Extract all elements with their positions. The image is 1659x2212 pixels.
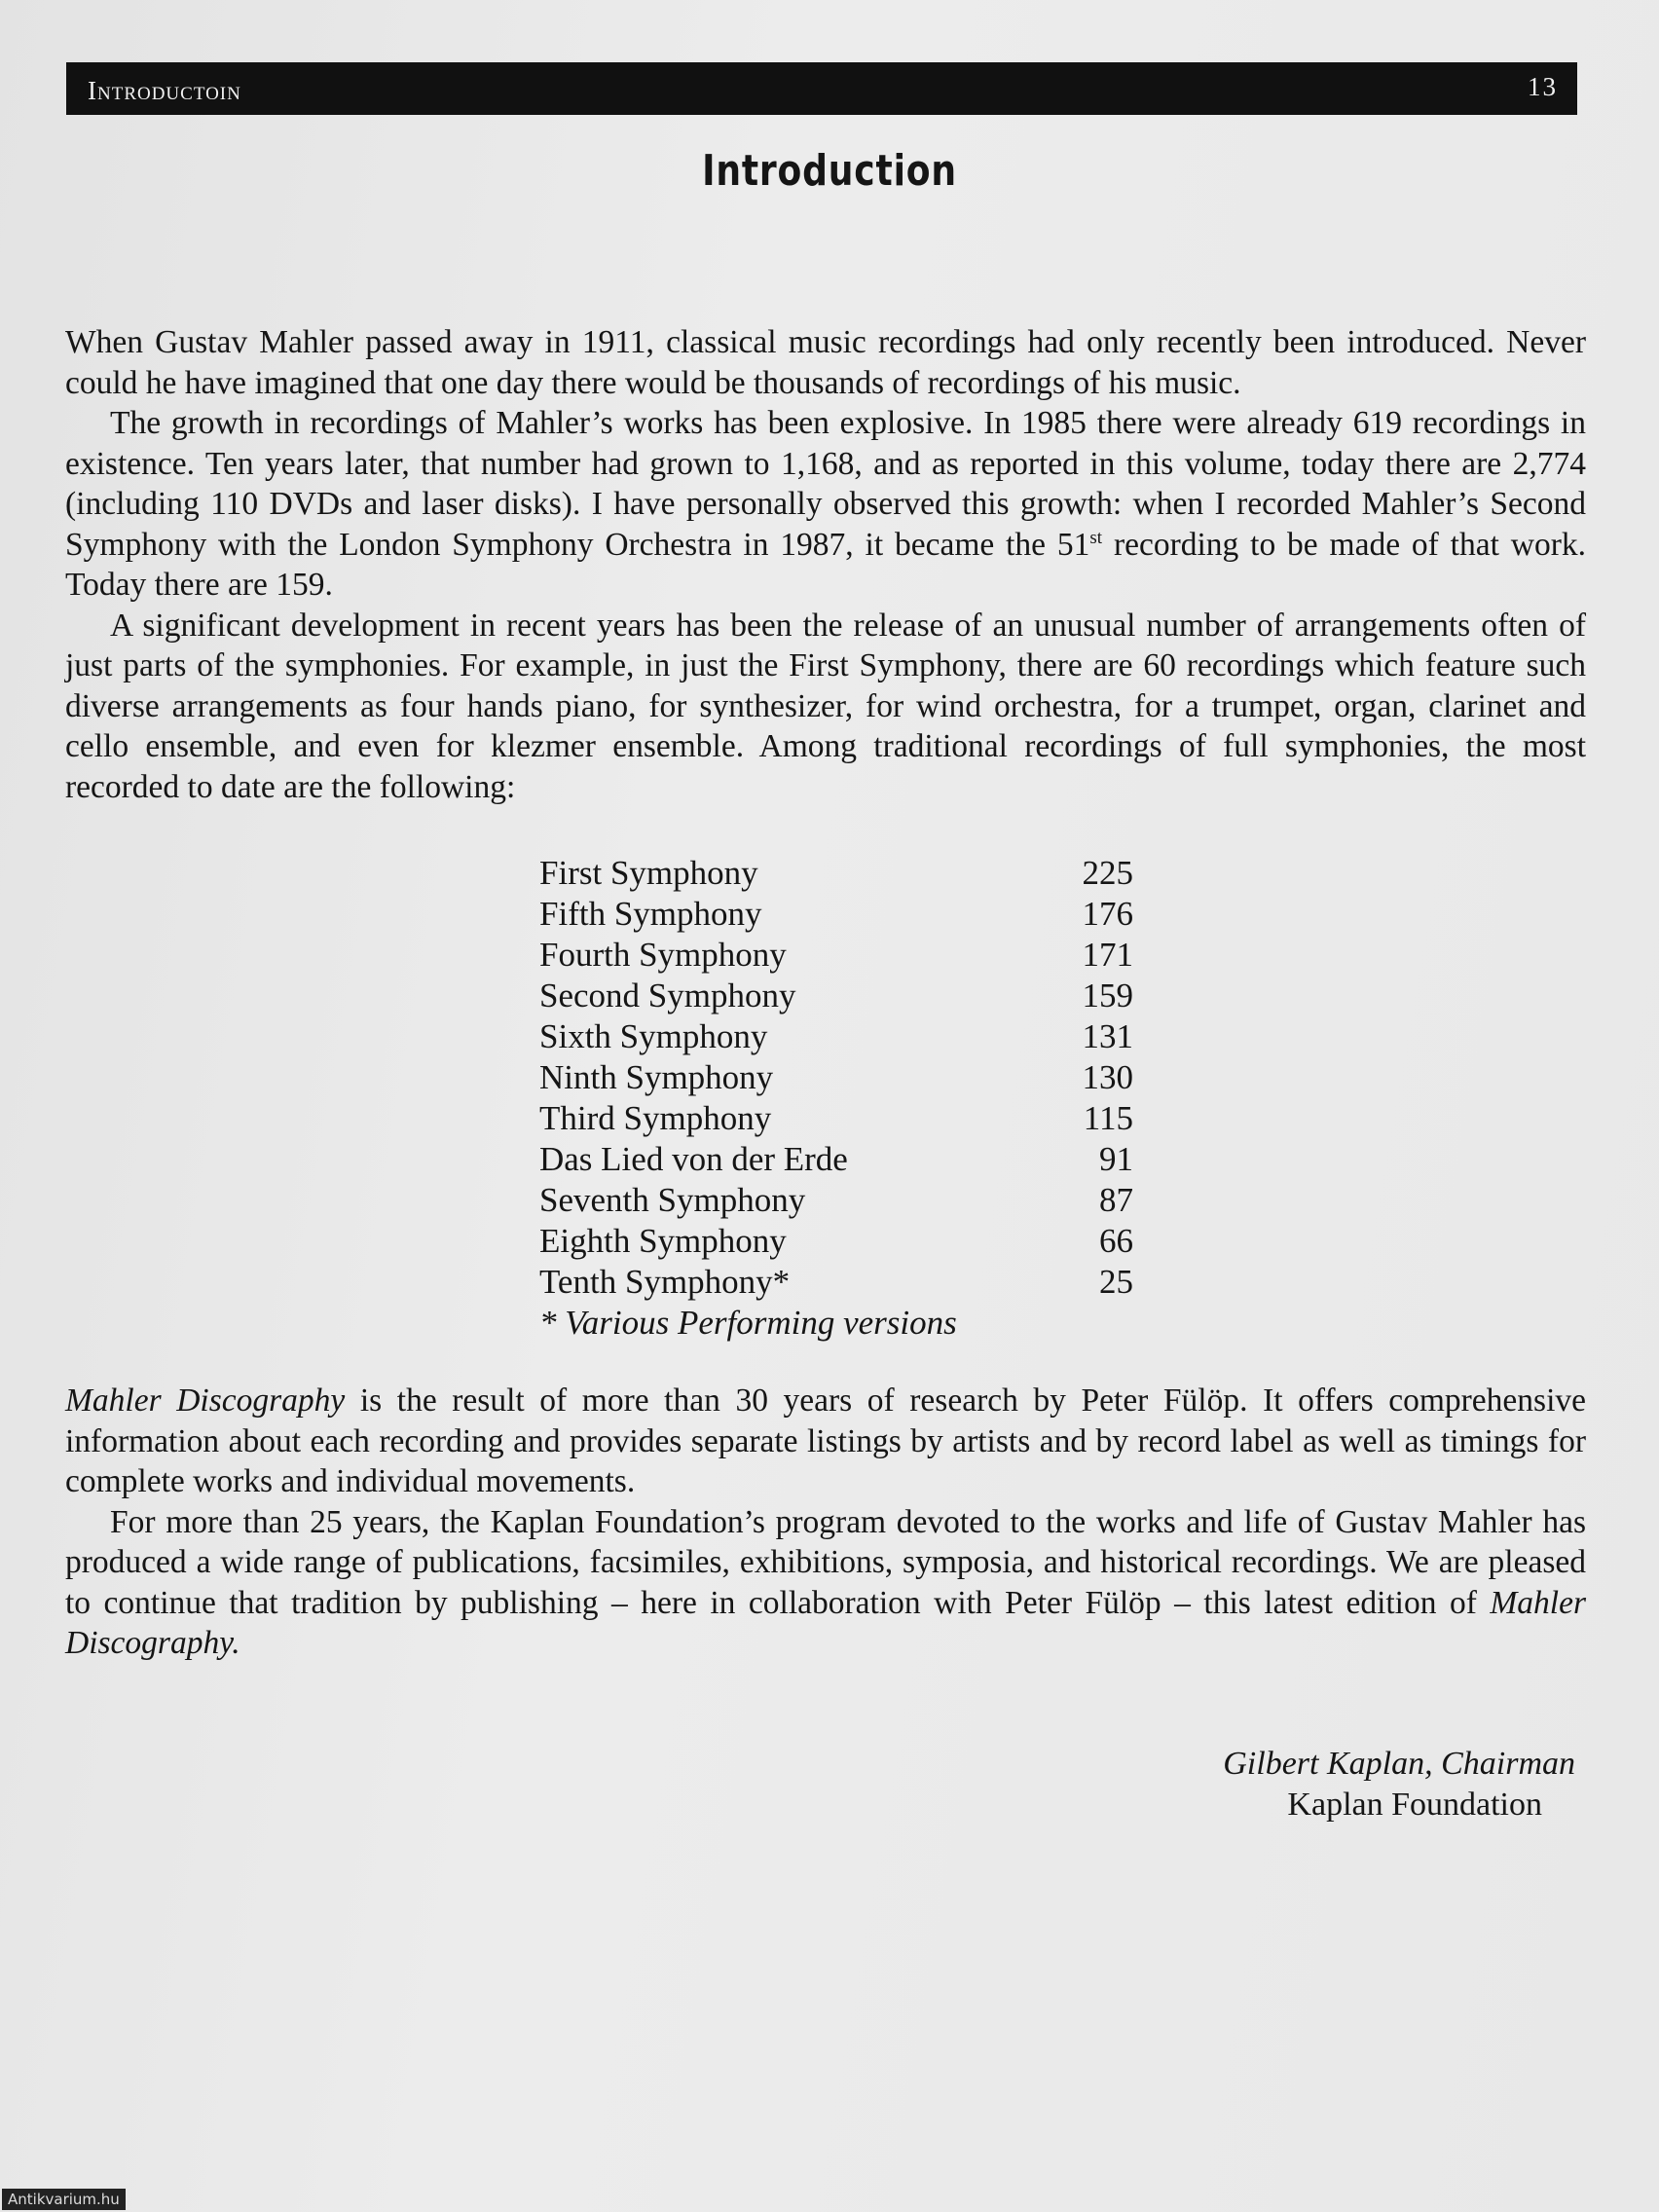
work-name: Third Symphony bbox=[539, 1099, 772, 1137]
work-name: Second Symphony bbox=[539, 977, 796, 1014]
recording-count: 115 bbox=[1083, 1099, 1133, 1137]
paragraph-2-text: The growth in recordings of Mahler’s works has been explosive. In 1985 there were already 619 recordings in existence. Ten years later, that number had grown to 1,168, and as reported in this volume, today there are 2,774 (including 110 DVDs and laser disks). I have personally observed this growth: when I recorded Mahler’s Second Symphony with the London Symphony Orchestra in 1987, it became the 51 bbox=[65, 405, 1586, 563]
ordinal-suffix: st bbox=[1089, 527, 1103, 548]
table-row bbox=[539, 1221, 1133, 1262]
table-row bbox=[539, 1180, 1133, 1221]
paragraph-1 bbox=[65, 322, 1586, 403]
work-name: Ninth Symphony bbox=[539, 1058, 774, 1096]
paragraph-2-text-end: recording to be made of that work. Today there are 159. bbox=[65, 526, 1586, 603]
recording-count: 176 bbox=[1082, 895, 1133, 933]
table-row bbox=[539, 1098, 1133, 1139]
recording-count: 66 bbox=[1099, 1222, 1133, 1260]
paragraph-5-text: For more than 25 years, the Kaplan Foundation’s program devoted to the works and life of Gustav Mahler has produced a wide range of publications, facsimiles, exhibitions, symposia, and historical recordings. We are pleased to continue that tradition by publishing – here in collaboration with Peter Fülöp – this latest edition of bbox=[65, 1503, 1586, 1621]
recording-count: 225 bbox=[1082, 854, 1133, 892]
page-number: 13 bbox=[1528, 72, 1558, 101]
page-title: Introduction bbox=[702, 146, 957, 196]
paragraph-4 bbox=[65, 1381, 1586, 1502]
table-row bbox=[539, 853, 1133, 894]
closing-text bbox=[65, 1381, 1586, 1664]
paragraph-4-text: is the result of more than 30 years of research by Peter Fülöp. It offers comprehensive information about each recording and provides separate listings by artists and by record label as well as timings for complete works and individual movements. bbox=[65, 1382, 1586, 1499]
table-row bbox=[539, 976, 1133, 1016]
recordings-table bbox=[539, 853, 1133, 1344]
recording-count: 87 bbox=[1099, 1181, 1133, 1219]
paragraph-5 bbox=[65, 1502, 1586, 1664]
table-row bbox=[539, 894, 1133, 935]
table-row bbox=[539, 935, 1133, 976]
table-row bbox=[539, 1262, 1133, 1303]
work-name: Fourth Symphony bbox=[539, 936, 787, 974]
paragraph-3-text: A significant development in recent years has been the release of an unusual number of arrangements often of just parts of the symphonies. For example, in just the First Symphony, there are 60 recordings which feature such diverse arrangements as four hands piano, for synthesizer, for wind orchestra, for a trumpet, organ, clarinet and cello ensemble, and even for klezmer ensemble. Among traditional recordings of full symphonies, the most recorded to date are the following: bbox=[65, 607, 1586, 805]
watermark: Antikvarium.hu bbox=[2, 2189, 126, 2210]
table-footnote: * Various Performing versions bbox=[539, 1304, 957, 1342]
work-name: Eighth Symphony bbox=[539, 1222, 787, 1260]
table-row bbox=[539, 1057, 1133, 1098]
work-name: Sixth Symphony bbox=[539, 1017, 768, 1055]
intro-text bbox=[65, 322, 1586, 807]
work-name: Tenth Symphony* bbox=[539, 1263, 791, 1301]
paragraph-1-text: When Gustav Mahler passed away in 1911, classical music recordings had only recently been introduced. Never could he have imagined that one day there would be thousands of recordings of his music. bbox=[65, 324, 1586, 401]
book-title: Mahler Discography. bbox=[65, 1584, 1586, 1661]
recording-count: 159 bbox=[1082, 977, 1133, 1014]
signatory-organization: Kaplan Foundation bbox=[1287, 1787, 1542, 1823]
recording-count: 131 bbox=[1082, 1017, 1133, 1055]
running-header-section: Introductoin bbox=[88, 76, 241, 105]
table-row bbox=[539, 1139, 1133, 1180]
book-title: Mahler Discography bbox=[65, 1382, 346, 1419]
work-name: First Symphony bbox=[539, 854, 758, 892]
recording-count: 130 bbox=[1082, 1058, 1133, 1096]
signature-block bbox=[1223, 1744, 1575, 1825]
recording-count: 25 bbox=[1099, 1263, 1133, 1301]
running-header bbox=[66, 62, 1577, 115]
work-name: Fifth Symphony bbox=[539, 895, 762, 933]
work-name: Das Lied von der Erde bbox=[539, 1140, 848, 1178]
signatory-name: Gilbert Kaplan, Chairman bbox=[1223, 1746, 1575, 1782]
table-row bbox=[539, 1016, 1133, 1057]
recording-count: 91 bbox=[1099, 1140, 1133, 1178]
recording-count: 171 bbox=[1082, 936, 1133, 974]
paragraph-3 bbox=[65, 606, 1586, 808]
paragraph-2 bbox=[65, 403, 1586, 606]
work-name: Seventh Symphony bbox=[539, 1181, 806, 1219]
